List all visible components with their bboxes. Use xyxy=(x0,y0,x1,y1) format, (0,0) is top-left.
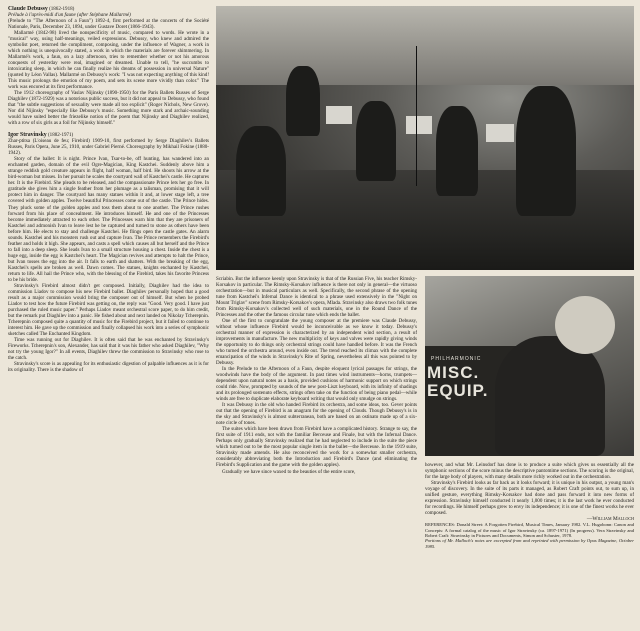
right-column xyxy=(425,462,634,628)
credit-note: Portions of Mr. Malloch's notes are excerpted from and reprinted with permission by Opus Magazine, October 1985. xyxy=(425,538,634,549)
body-paragraph: Scriabin. But the influence keenly upon Stravinsky is that of the Russian Five, his teacher Rimsky-Korsakov in particular. The Rimsky-Korsakov influence is there not only in general—the virtuoso orchestration—but in musical particulars as well. Specifically, the second phrase of the opening tune from Kastchei's Infernal Dance is identical to a phrase used extensively in the "Night on Mount Triglav" scene from Rimsky-Korsakov's opera, Mlada. Stravinsky also draws two folk tunes from Rimsky-Korsakov's collected well of such materials, one in the Round Dance of the Princesses and the other the famous circular tune which ends the ballet. xyxy=(216,276,417,319)
stravinsky-paragraph: Stravinsky's score is as appealing for its enthusiastic digestion of palpable influences as it is for its originality. There is the shadow of xyxy=(8,360,209,373)
orchestra-photo xyxy=(216,6,634,270)
stravinsky-heading: Igor Stravinsky xyxy=(8,132,47,139)
conductor-photo xyxy=(425,276,634,456)
middle-column xyxy=(216,276,417,628)
body-paragraph: One of the first to congratulate the young composer at the premiere was Claude Debussy, without whose influence Firebird would be inconceivable as we know it today. Debussy's orchestral manner of expression is characterized by an independent wind section, a result of improvements in manufacture. The new multiplicity of keys and valves were rapidly giving winds the opportunity to do things only orchestral strings could have handled before. It was the French who turned the orchestra around, even inside out. The trend reached its climax with the complete emancipation of the winds in Stravinsky's Rite of Spring, nevertheless all this was pointed to by Debussy. xyxy=(216,318,417,367)
stravinsky-dates: (1882-1971) xyxy=(47,132,74,139)
debussy-subtitle: Prélude à l'après-midi d'un faune (after Stéphane Mallarmé) xyxy=(8,12,131,19)
body-paragraph: Gradually we have since waxed to the beauties of the entire score, xyxy=(222,468,356,475)
equipment-case-label-small: PHILHARMONIC xyxy=(431,356,482,362)
body-paragraph: however, and what Mr. Leinsdorf has done is to produce a suite which gives us essentially all the symphonic sections of the score minus the descriptive pantomime sections. The scoring is the original, for the large body of players, with many details more richly worked out in the orchestration. xyxy=(425,462,634,481)
debussy-premiere: (Prelude to "The Afternoon of a Faun") 1892-4, first performed at the concerts of the Société Nationale, Paris, December 23, 1894, under Gustave Doret (1866-1943). xyxy=(8,18,209,31)
debussy-dates: (1862-1918) xyxy=(49,6,75,12)
body-paragraph: Stravinsky's Firebird looks as far back as it looks forward; it is unique in his output, a young man's voyage of discovery. In the suite of its parts it managed, as Robert Craft points out, to sum up, in unified gesture, everything Rimsky-Korsakov had done and pass forward it into new forms of expression. Stravinsky himself conducted it nearly 1,000 times; it is the last work he ever conducted for recordings. He himself perhaps grew to envy its independence; it is one of the finest works he ever composed. xyxy=(425,480,634,517)
references: REFERENCES: Donald Street: A Forgotten Firebird, Musical Times, January 1982. V.L. Hugobonn: Canon and Concepts: A formal catalog of the music of Igor Stravinsky (ca. 1897-1971) (In progress). Vera Stravinsky and Robert Craft: Stravinsky in Pictures and Documents, Simon and Schuster, 1978. xyxy=(425,522,634,538)
stravinsky-paragraph: Story of the ballet: It is night. Prince Ivan, Tsar-to-be, off hunting, has wandered into an enchanted garden, domain of the evil Ogre-Magician, King Kastchei. Suddenly above him a strange reddish gold creature appears in flight, half woman, half bird. He shoots his arrow at the bird-woman but misses. In her pursuit he scales the courtyard wall of Kastchei's castle. He captures her. It is the Firebird. She pleads to be released, and the compassionate Prince lets her go free. In gratitude she gives him a single feather from her plumage as a talisman, promising that it will protect him in danger. The courtyard has many statues within it and, at lower stage left, a tree covered with golden apples. Twelve beautiful Princesses come out of the castle. The Prince hides. They pluck some of the golden apples and toss them about to one another. The Prince rushes forward from his place of concealment. He introduces himself. He and one of the Princesses become immediately attracted to each other. The Princesses warn him that they are prisoners of Kastchei and admonish Ivan to leave lest he be captured and turned to stone as others have been before him. He elects to stay and challenge Kastchei. He flings open the castle gates. An alarm sounds. Kastchei and his monsters rush out and capture Ivan. The Prince remembers the Firebird's feather and holds it high. She appears, and casts a spell which causes all but herself and the Prince to fall into a deep sleep. She leads Ivan to a small structure housing a chest. Inside the chest is a huge egg, inside the egg is Kastchei's heart. The Magician revives and attempts to halt the Prince, but Ivan tosses the egg into the air. It falls to earth and shatters. With the breaking of the egg, Kastchei's spells are broken as well. Dawn comes. The statues, knights enchanted by Kastchei, return to life. All hail the Prince who, with the blessing of the Firebird, takes his favorite Princess to be his bride. xyxy=(8,156,209,283)
debussy-paragraph: The 1912 choreography of Vaslav Nijinsky (1890-1950) for the Paris Ballets Russes of Serge Diaghilev (1872-1929) was a notorious public success, but it did not appeal to Debussy, who found that "the subtle suggestions of sexuality were made all too explicit" (Roger Nichols, New Grove). Nor did Nijinsky "especially like Debussy's music. Something more stark and archaic-sounding would have suited better the friezelike notion of the poem that Nijinsky and Diaghilev realized, with a row of six girls as a foil for Nijinsky himself." xyxy=(8,90,209,127)
body-paragraph: It was Debussy in the old who handed Firebird its orchestra, and some ideas, too. Gever points out that the opening of Firebird is an anagram for the opening of Clouds. Though Debussy's is in the sky and Stravinsky's is almost subterranean, both are based on an ostinato made up of a six-note circle of tones. xyxy=(216,402,417,427)
debussy-paragraph: Mallarmé (1842-98) lived the nonspecificity of music, compared to words. He wrote in a "musical" way, using half-meanings, veiled expressions. Debussy, who knew and admired the symbolist poet, returned the compliment, composing, under the influence of Wagner, a work in which nothing is unequivocally stated, a work in which the materials are forever shimmering. In Mallarmé's work, a faun, on a lazy afternoon, tries to remember whether or not his amorous conquests of yesterday were real, imagined or dreamed. Unable to tell, "he succumbs to intoxicating sleep, in which he can finally realize his dreams of possession in universal Nature" (quoted by Léon Vallas). Mallarmé on Debussy's work: "I was not expecting anything of this kind! This music prolongs the emotion of my poem, and sets its scene more vividly than color." The work was encored at its first performance. xyxy=(8,30,209,91)
body-paragraph: In the Prelude to the Afternoon of a Faun, despite eloquent lyrical passages for strings, the woodwinds have the body of the argument. In past times wind instruments—horns, trumpets—dependent upon natural notes as a basis, provided cushions of harmonic support on which strings could ride. Now, prompted by sounds of the new post-Liszt keyboard, with its infinity of shadings and its prolonged sostenuto effects, strings often take on the function of being piano pedal—while winds are free to duplicate elaborate keyboard writing that would only smudge on strings. xyxy=(216,366,417,403)
debussy-heading: Claude Debussy xyxy=(8,6,48,12)
left-column xyxy=(8,6,209,628)
equipment-case-label: MISC. EQUIP. xyxy=(427,363,489,400)
stravinsky-paragraph: Time was running out for Diaghilev. It is often said that he was enchanted by Stravinsky's Fireworks. Tcherepnin's son, Alexander, has said that it was his father who asked Diaghilev, "Why not try the young Igor?" In all events, Diaghilev threw the commission to Stravinsky who rose to the catch. xyxy=(8,336,209,361)
author-signature: —William Malloch xyxy=(586,516,634,523)
body-paragraph: The suites which have been drawn from Firebird have a complicated history. Strange to say, the first suite of 1911 ends, not with the familiar Berceuse and Finale, but with the Infernal Dance. Perhaps only gradually Stravinsky realized that he had neglected to include in the suite the piece which turned out to be the most popular single item in the ballet—the Berceuse. In the 1919 suite, Stravinsky made amends. He also reconceived the work for a somewhat smaller orchestra, considerably abbreviating both the Introduction and Firebird's Dance (and eliminating the Firebird's Supplication and the game with the golden apples). xyxy=(216,426,417,469)
stravinsky-subtitle: Zhar-ptitsa (L'oiseau de feu; Firebird) 1909-10, first performed by Serge Diaghilev's Ballets Russes, Paris Opera, June 25, 1910, under Gabriel Pierné. Choreography by Mikhail Fokine (1880-1942). xyxy=(8,138,209,157)
stravinsky-paragraph: Stravinsky's Firebird almost didn't get composed. Initially, Diaghilev had the idea to commission Liadov to compose his new Firebird ballet. Diaghilev personally hoped that a good result as a major commission would bring the composer out of himself. But when he probed Liadov to test how the future Firebird was getting on, the reply was "Good. Very good. I have just purchased the ruled music paper." Perhaps Liadov meant orchestral score paper, to do him credit, but the remark put Diaghilev into a panic. He fished about and next landed on Nikolay Tcherepnin. Tcherepnin composed quite a quantity of music for the Firebird project, but it failed to continue to interest him. He gave up the commission and finally collapsed his work into a series of symphonic sketches called The Enchanted Kingdom. xyxy=(8,282,209,337)
